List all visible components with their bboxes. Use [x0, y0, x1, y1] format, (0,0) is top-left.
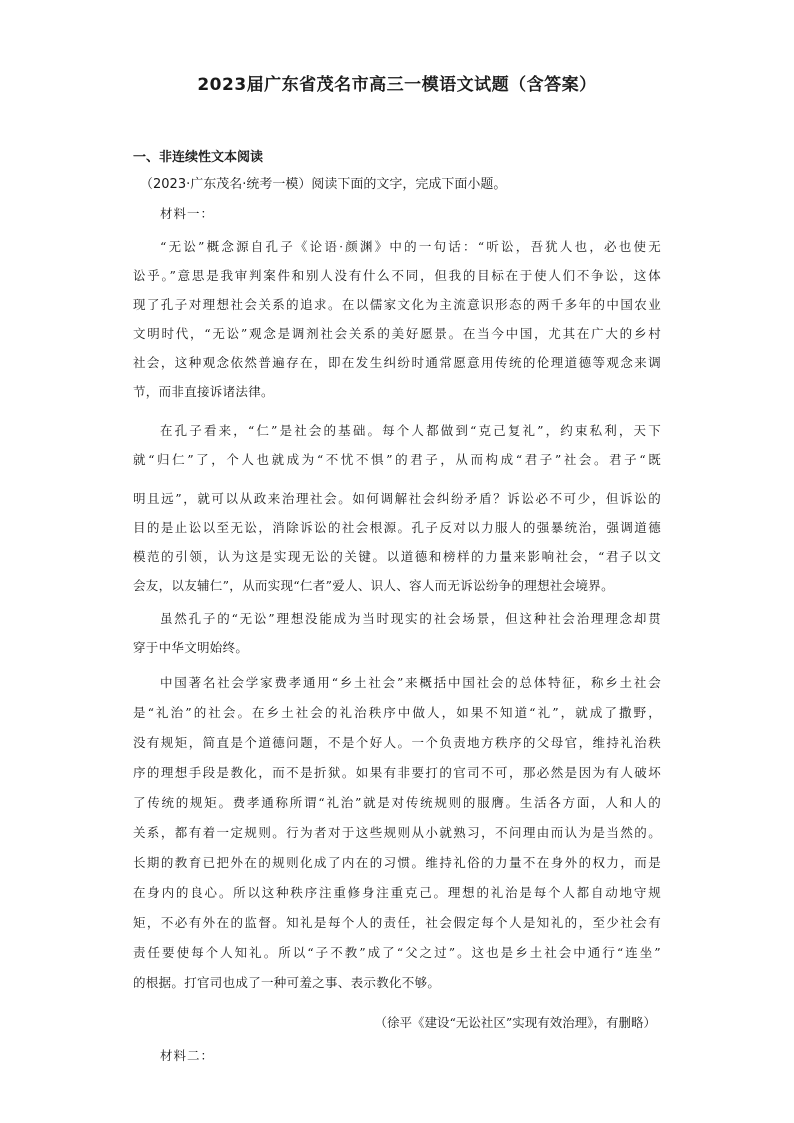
material-one-label: 材料一：: [160, 206, 215, 221]
text-line: 就“归仁”了，个人也就成为“不忧不惧”的君子，从而构成“君子”社会。君子“既: [133, 452, 661, 467]
text-line: 讼乎。”意思是我审判案件和别人没有什么不同，但我的目标在于使人们不争讼，这体: [133, 268, 661, 283]
text-line: 长期的教育已把外在的规则化成了内在的习惯。维持礼俗的力量不在身外的权力，而是: [133, 855, 661, 870]
text-line: 社会，这种观念依然普遍存在，即在发生纠纷时通常愿意用传统的伦理道德等观念来调: [133, 355, 661, 370]
text-line: 没有规矩，简直是个道德问题，不是个好人。一个负责地方秩序的父母官，维持礼治秩: [133, 735, 661, 750]
question-intro: （2023·广东茂名·统考一模）阅读下面的文字，完成下面小题。: [140, 177, 507, 192]
text-line: 矩，不必有外在的监督。知礼是每个人的责任，社会假定每个人是知礼的，至少社会有: [133, 915, 661, 930]
text-line: 虽然孔子的“无讼”理想没能成为当时现实的社会场景，但这种社会治理理念却贯: [160, 611, 661, 626]
source-citation: （徐平《建设“无讼社区”实现有效治理》，有删略）: [374, 1015, 656, 1030]
text-line: 序的理想手段是教化，而不是折狱。如果有非要打的官司不可，那必然是因为有人破坏: [133, 765, 661, 780]
text-line: 现了孔子对理想社会关系的追求。在以儒家文化为主流意识形态的两千多年的中国农业: [133, 297, 661, 312]
page-title: 2023届广东省茂名市高三一模语文试题（含答案）: [197, 75, 597, 95]
text-line: 的根据。打官司也成了一种可羞之事、表示教化不够。: [133, 975, 441, 990]
text-line: 是“礼治”的社会。在乡土社会的礼治秩序中做人，如果不知道“礼”，就成了撒野，: [133, 705, 661, 720]
text-line: 目的是止讼以至无讼，消除诉讼的社会根源。孔子反对以力服人的强暴统治，强调道德: [133, 520, 661, 535]
text-line: 会友，以友辅仁”，从而实现“仁者”爱人、识人、容人而无诉讼纷争的理想社会境界。: [133, 578, 614, 593]
text-line: 了传统的规矩。费孝通称所谓“礼治”就是对传统规则的服膺。生活各方面，人和人的: [133, 795, 661, 810]
text-line: 在身内的良心。所以这种秩序注重修身注重克己。理想的礼治是每个人都自动地守规: [133, 885, 661, 900]
text-line: 明且远”，就可以从政来治理社会。如何调解社会纠纷矛盾？诉讼必不可少，但诉讼的: [133, 491, 661, 506]
material-two-label: 材料二：: [160, 1048, 215, 1063]
text-line: 文明时代，“无讼”观念是调剂社会关系的美好愿景。在当今中国，尤其在广大的乡村: [133, 326, 661, 341]
section-heading: 一、非连续性文本阅读: [133, 150, 264, 165]
text-line: 穿于中华文明始终。: [133, 640, 249, 655]
text-line: 节，而非直接诉诸法律。: [133, 384, 274, 399]
text-line: 责任要使每个人知礼。所以“子不教”成了“父之过”。这也是乡土社会中通行“连坐”: [133, 945, 661, 960]
text-line: 在孔子看来，“仁”是社会的基础。每个人都做到“克己复礼”，约束私利，天下: [160, 423, 661, 438]
text-line: 模范的引领，认为这是实现无讼的关键。以道德和榜样的力量来影响社会，“君子以文: [133, 549, 661, 564]
text-line: 中国著名社会学家费孝通用“乡土社会”来概括中国社会的总体特征，称乡土社会: [160, 675, 661, 690]
text-line: 关系，都有着一定规则。行为者对于这些规则从小就熟习，不问理由而认为是当然的。: [133, 825, 661, 840]
text-line: “无讼”概念源自孔子《论语·颜渊》中的一句话：“听讼，吾犹人也，必也使无: [160, 239, 661, 254]
